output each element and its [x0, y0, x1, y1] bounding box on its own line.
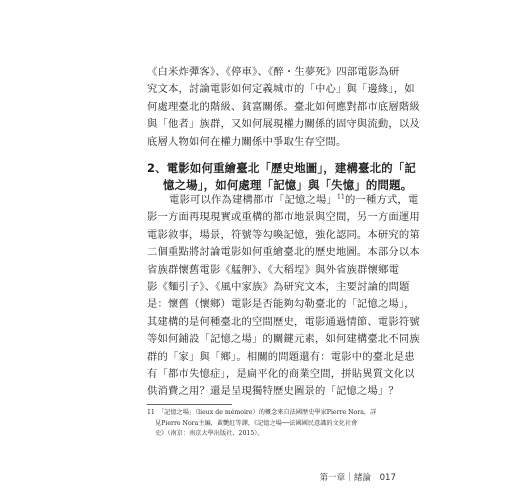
text-line: 群的「家」與「鄉」。相關的問題還有：電影中的臺北是患: [147, 350, 415, 363]
footnote-line: 11 「記憶之場」（lieux de mémoire）的概念來自法國歷史學家Pierre Nora，詳: [147, 409, 377, 416]
text-line: 其建構的是何種臺北的空間歷史，電影通過情節、電影符號: [147, 315, 420, 328]
footnote-marker[interactable]: 11: [336, 193, 345, 201]
footnote-line: 見Pierre Nora主編，黃艷紅等譯，《記憶之場──法國國民意識的文化社會: [155, 419, 358, 427]
text-line: 有「都市失憶症」，是扁平化的商業空間，拼貼異質文化以: [147, 368, 415, 381]
text-line: 與「他者」族群，又如何展現權力關係的固守與流動，以及: [147, 118, 420, 131]
text-segment: 的一種方式，電: [345, 194, 419, 206]
text-line: [147, 192, 419, 209]
text-line: 《白米炸彈客》、《停車》、《醉・生夢死》四部電影為研: [147, 66, 400, 78]
text-line: 是：懷舊（懷鄉）電影是否能夠勾勒臺北的「記憶之場」，: [147, 298, 415, 311]
text-line: 電影敘事，場景，符號等勾喚記憶，強化認同。本研究的第: [147, 228, 420, 241]
text-line: 供消費之用？還是呈現獨特歷史圖景的「記憶之場」？: [147, 385, 399, 398]
footnote-divider: [147, 404, 232, 405]
footnote: [147, 408, 393, 440]
text-line: 省族群懷舊電影《艋舺》、《大稻埕》與外省族群懷鄉電: [147, 263, 400, 276]
text-segment: 電影可以作為建構都市「記憶之場」: [169, 194, 337, 206]
heading-line: 憶之場」，如何處理「記憶」與「失憶」的問題。: [163, 178, 413, 192]
text-line: 等如何鋪設「記憶之場」的關鍵元素，如何建構臺北不同族: [147, 333, 420, 346]
main-paragraph: [147, 192, 420, 401]
text-line: 何處理臺北的階級、貧富關係。臺北如何應對都市底層階級: [147, 100, 420, 113]
heading-line: 2、電影如何重繪臺北「歷史地圖」，建構臺北的「記: [147, 161, 417, 175]
section-heading: [147, 160, 417, 194]
text-line: 究文本，討論電影如何定義城市的「中心」與「邊緣」，如: [147, 83, 415, 96]
text-line: 二個重點將討論電影如何重繪臺北的歷史地圖。本部分以本: [147, 246, 420, 259]
intro-paragraph: [147, 64, 420, 151]
text-line: 底層人物如何在權力關係中爭取生存空間。: [147, 135, 347, 148]
text-line: 影《麵引子》、《風中家族》為研究文本，主要討論的問題: [147, 281, 410, 294]
text-line: 影一方面再現現實或重構的都市地景與空間，另一方面運用: [147, 211, 420, 224]
footnote-line: 史》（南京：南京大學出版社，2015）。: [155, 430, 264, 438]
page-footer: 第一章｜緒論 017: [319, 473, 396, 483]
